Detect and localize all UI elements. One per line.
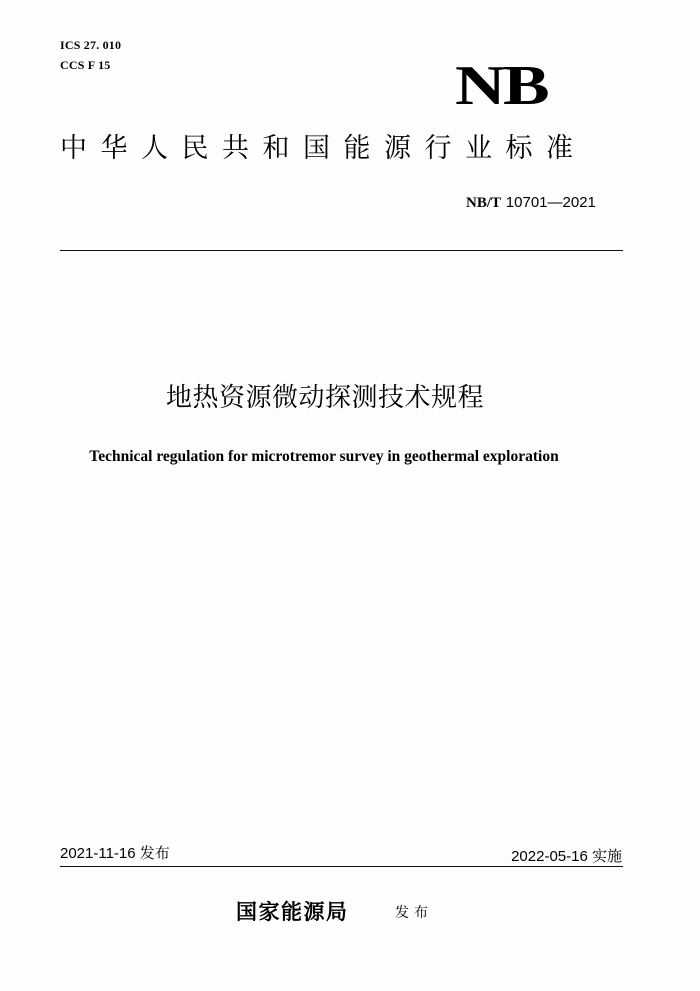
publisher-name: 国家能源局	[236, 900, 349, 924]
standard-number	[466, 193, 596, 212]
standard-number-value: 10701—2021	[505, 194, 596, 211]
industry-standard-title: 中华人民共和国能源行业标准	[60, 133, 587, 164]
issue-date: 2021-11-16 发布	[60, 845, 170, 862]
ccs-code: CCS F 15	[60, 58, 111, 72]
standard-number-prefix: NB/T	[466, 195, 502, 211]
bottom-divider	[60, 866, 623, 867]
ics-code: ICS 27. 010	[60, 38, 122, 52]
publish-label: 发布	[395, 905, 433, 921]
document-title-english: Technical regulation for microtremor survey in geothermal exploration	[89, 448, 559, 465]
nb-logo: NB	[455, 55, 548, 117]
top-divider	[60, 250, 623, 251]
document-title-chinese: 地热资源微动探测技术规程	[165, 383, 484, 413]
implementation-date: 2022-05-16 实施	[511, 848, 622, 865]
